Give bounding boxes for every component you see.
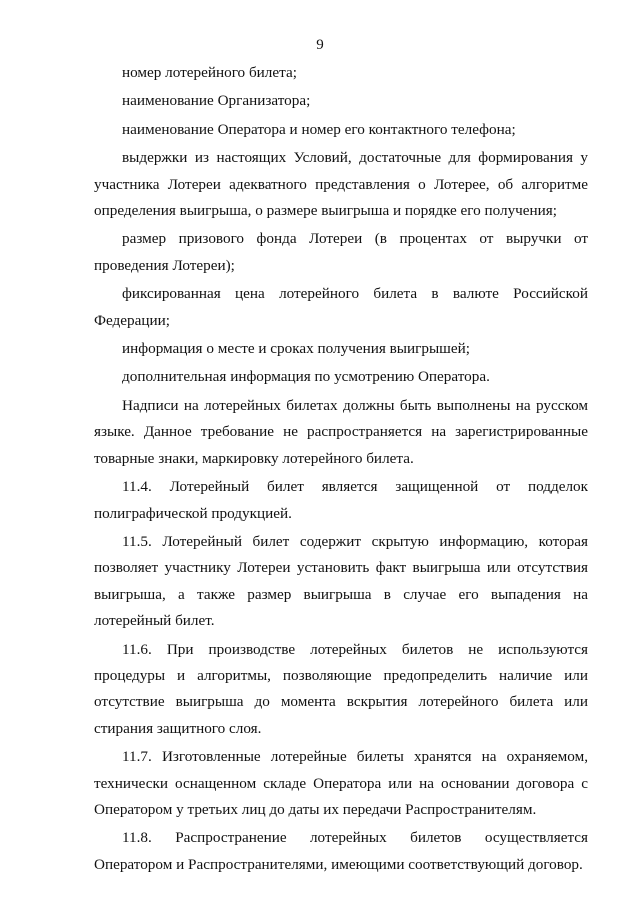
paragraph-operator-name: наименование Оператора и номер его контактного телефона; xyxy=(122,120,516,138)
paragraph-ticket-price: фиксированная цена лотерейного билета в валюте Российской Федерации; xyxy=(94,285,588,329)
paragraph-section-11-5: 11.5. Лотерейный билет содержит скрытую информацию, которая позволяет участнику Лотереи установить факт выигрыша или отсутствия выигрыша, а также размер выигрыша в случае его выпадения на лотерейный билет. xyxy=(94,532,588,630)
page-number: 9 xyxy=(316,37,324,53)
paragraph-section-11-4: 11.4. Лотерейный билет является защищенной от подделок полиграфической продукцией. xyxy=(94,478,588,522)
paragraph-winnings-info: информация о месте и сроках получения выигрышей; xyxy=(122,340,470,358)
paragraph-organizer-name: наименование Организатора; xyxy=(122,92,311,110)
paragraph-ticket-number: номер лотерейного билета; xyxy=(122,64,297,81)
paragraph-prize-fund: размер призового фонда Лотереи (в процентах от выручки от проведения Лотереи); xyxy=(94,230,588,274)
paragraph-conditions-excerpts: выдержки из настоящих Условий, достаточные для формирования у участника Лотереи адекватного представления о Лотерее, об алгоритме определения выигрыша, о размере выигрыша и порядке его получения; xyxy=(94,149,588,220)
paragraph-section-11-6: 11.6. При производстве лотерейных билетов не используются процедуры и алгоритмы, позволяющие предопределить наличие или отсутствие выигрыша до момента вскрытия лотерейного билета или стирания защитного слоя. xyxy=(94,640,588,737)
document-body xyxy=(94,60,588,880)
paragraph-additional-info: дополнительная информация по усмотрению Оператора. xyxy=(122,368,490,386)
paragraph-section-11-7: 11.7. Изготовленные лотерейные билеты хранятся на охраняемом, технически оснащенном складе Оператора или на основании договора с Оператором у третьих лиц до даты их передачи Распространителям. xyxy=(94,748,588,818)
paragraph-section-11-8: 11.8. Распространение лотерейных билетов осуществляется Оператором и Распространителями, имеющими соответствующий договор. xyxy=(94,829,588,873)
paragraph-inscriptions: Надписи на лотерейных билетах должны быть выполнены на русском языке. Данное требование не распространяется на зарегистрированные товарные знаки, маркировку лотерейного билета. xyxy=(94,396,588,467)
